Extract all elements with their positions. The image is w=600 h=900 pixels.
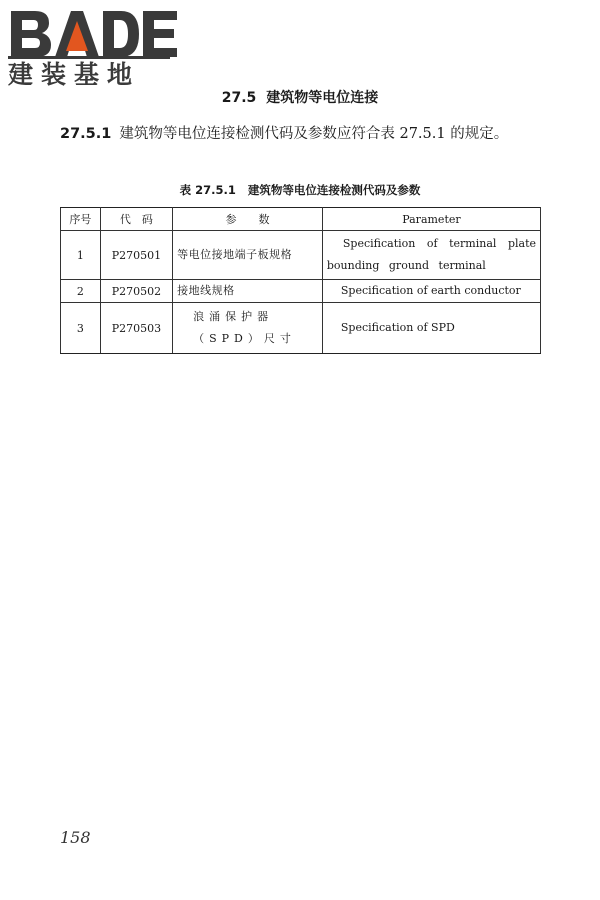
logo-subtitle: 建装基地 [8, 60, 141, 89]
section-number: 27.5 [221, 90, 257, 106]
row-param-text: 等电位接地端子板规格 [177, 248, 293, 261]
table-caption-title: 建筑物等电位连接检测代码及参数 [247, 183, 421, 197]
header-code: 代 码 [100, 208, 172, 231]
row-param [173, 303, 323, 354]
row-param-text: 浪涌保护器（SPD）尺寸 [193, 310, 296, 345]
section-heading [0, 88, 600, 108]
table-caption [0, 181, 600, 199]
table-row [61, 231, 541, 280]
header-index: 序号 [61, 208, 101, 231]
header-parameter-en: Parameter [322, 208, 540, 231]
header-param: 参 数 [173, 208, 323, 231]
row-code: P270501 [100, 231, 172, 280]
logo-divider [8, 56, 170, 59]
section-title: 建筑物等电位连接 [266, 90, 379, 106]
row-parameter-en [322, 280, 540, 303]
row-parameter-en-text: Specification of SPD [340, 321, 455, 334]
table-row [61, 280, 541, 303]
row-index: 3 [61, 303, 101, 354]
row-param [173, 231, 323, 280]
clause-number: 27.5.1 [60, 126, 112, 142]
row-parameter-en-text: Specification of terminal plate bounding ground terminal [326, 237, 536, 272]
table-caption-number: 表 27.5.1 [179, 183, 236, 197]
clause-paragraph [60, 122, 546, 146]
publisher-logo [8, 4, 178, 90]
table-header-row [61, 208, 541, 231]
page-number: 158 [60, 828, 91, 847]
row-param-text: 接地线规格 [177, 284, 235, 297]
row-code: P270502 [100, 280, 172, 303]
row-param [173, 280, 323, 303]
row-index: 1 [61, 231, 101, 280]
table-row [61, 303, 541, 354]
row-parameter-en [322, 303, 540, 354]
clause-text: 建筑物等电位连接检测代码及参数应符合表 27.5.1 的规定。 [119, 126, 509, 142]
logo-wordmark-graphic [9, 7, 179, 59]
row-parameter-en [322, 231, 540, 280]
row-index: 2 [61, 280, 101, 303]
parameter-table [60, 207, 541, 354]
row-code: P270503 [100, 303, 172, 354]
row-parameter-en-text: Specification of earth conductor [340, 284, 521, 297]
